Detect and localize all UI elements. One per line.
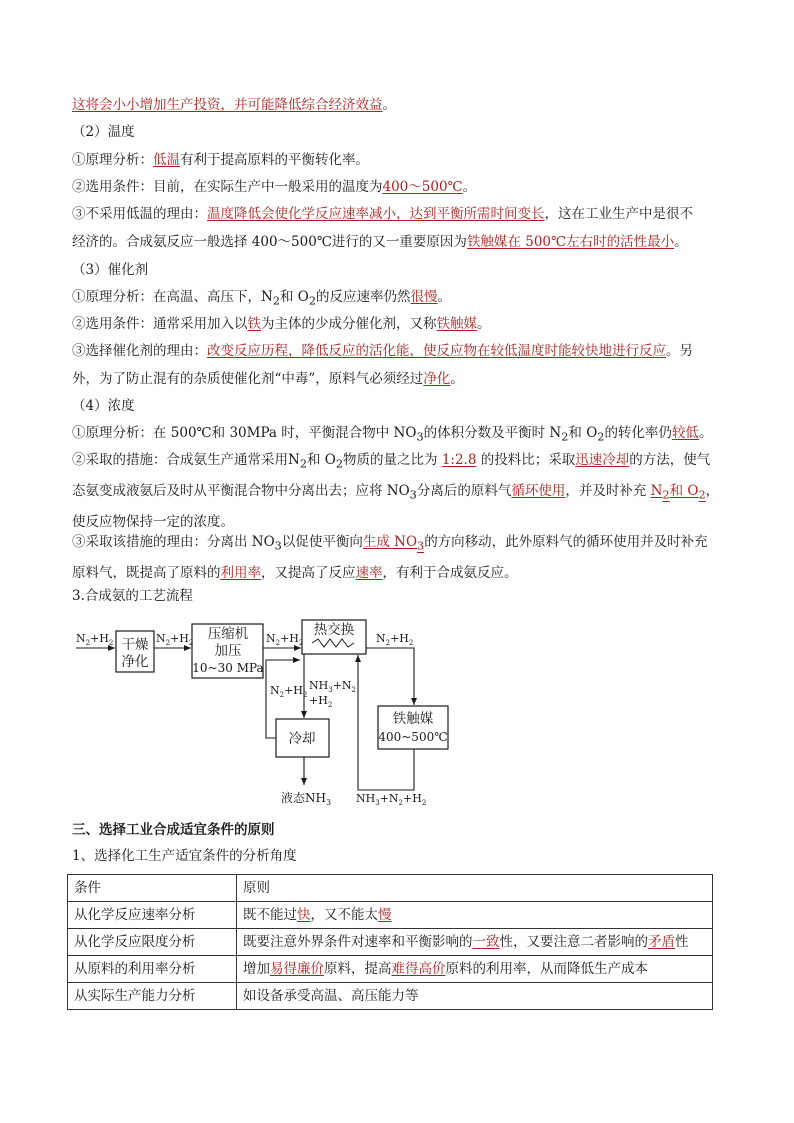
compressor-label-2: 加压 [214, 643, 242, 659]
table-header-cell: 条件 [68, 875, 237, 902]
heat-exchanger-label: 热交换 [313, 622, 355, 638]
principles-heading: 三、选择工业合成适宜条件的原则 [72, 822, 275, 838]
catalyst-reason: ③选择催化剂的理由：改变反应历程，降低反应的活化能，使反应物在较低温度时能较快地进行反应。另 外，为了防止混有的杂质使催化剂“中毒”，原料气必须经过净化。 [72, 343, 693, 387]
table-header-row [68, 875, 713, 902]
catalyst-selection: ②选用条件：通常采用加入以铁为主体的少成分催化剂，又称铁触媒。 [72, 316, 491, 332]
principles-subheading: 1、选择化工生产适宜条件的分析角度 [72, 848, 297, 864]
flow-title: 3.合成氨的工艺流程 [72, 588, 193, 604]
table-cell: 从实际生产能力分析 [68, 983, 237, 1010]
table-row [68, 983, 713, 1010]
feed-label-3: $N_2+H_2$ [266, 632, 304, 647]
table-cell: 既不能过快，又不能太慢 [237, 902, 713, 929]
feed-label-2: $N_2+H_2$ [156, 632, 194, 647]
table-cell: 从化学反应速率分析 [68, 902, 237, 929]
temperature-principle: ①原理分析：低温有利于提高原料的平衡转化率。 [72, 152, 369, 168]
feed-label-4: $N_2+H_2$ [376, 632, 414, 647]
mix-label-2: $+H_2$ [309, 694, 333, 709]
compressor-label-3: 10~30 MPa [192, 661, 264, 675]
table-cell: 从原料的利用率分析 [68, 956, 237, 983]
catalyst-box-label-1: 铁触媒 [392, 711, 434, 727]
outlet-label: $NH_3+N_2+H_2$ [356, 792, 427, 807]
temperature-reason: ③不采用低温的理由：温度降低会使化学反应速率减小，达到平衡所需时间变长，这在工业生产中是很不 经济的。合成氨反应一般选择 400～500℃进行的又一重要原因为铁触媒在 500℃左右时的活性最小。 [72, 206, 693, 250]
intro-line: 这将会小小增加生产投资，并可能降低综合经济效益。 [72, 97, 396, 113]
catalyst-principle: ①原理分析：在高温、高压下，$N_2$和 $O_2$的反应速率仍然很慢。 [72, 289, 452, 308]
table-row [68, 902, 713, 929]
recycle-arrow [266, 660, 300, 738]
exchanger-to-reactor-arrow [366, 648, 414, 705]
table-header-cell: 原则 [237, 875, 713, 902]
dryer-label-1: 干燥 [121, 637, 149, 653]
temperature-heading: （2）温度 [72, 124, 135, 140]
concentration-reason: ③采取该措施的理由：分离出 $NO_3$以促使平衡向生成 $NO_3$的方向移动，此外原料气的循环使用并及时补充 原料气，既提高了原料的利用率，又提高了反应速率，有利于合成氨反应。 [72, 534, 708, 582]
conditions-table [67, 874, 713, 1010]
concentration-measures: ②采取的措施：合成氨生产通常采用$N_2$和 $O_2$物质的量之比为 1:2.8 的投料比；采取迅速冷却的方法，使气 态氨变成液氨后及时从平衡混合物中分离出去；应将 $NO_3$分离后的原料气循环使用，并及时补充 $N_2$和 $O_2$， 使反应物保持一定的浓度。 [72, 452, 720, 531]
cooler-label: 冷却 [288, 731, 316, 747]
table-row [68, 956, 713, 983]
compressor-label-1: 压缩机 [207, 626, 249, 642]
liquid-ammonia-label: 液态$NH_3$ [281, 791, 332, 807]
heat-exchanger-coil [312, 639, 354, 647]
catalyst-heading: （3）催化剂 [72, 262, 149, 278]
table-cell: 如设备承受高温、高压能力等 [237, 983, 713, 1010]
catalyst-box-label-2: 400~500℃ [378, 730, 448, 744]
process-flow-diagram [72, 614, 732, 814]
table-cell: 既要注意外界条件对速率和平衡影响的一致性，又要注意二者影响的矛盾性 [237, 929, 713, 956]
dryer-label-2: 净化 [121, 654, 149, 670]
table-row [68, 929, 713, 956]
temperature-selection: ②选用条件：目前，在实际生产中一般采用的温度为400～500℃。 [72, 179, 477, 195]
table-cell: 增加易得廉价原料，提高难得高价原料的利用率，从而降低生产成本 [237, 956, 713, 983]
table-cell: 从化学反应限度分析 [68, 929, 237, 956]
mix-label-1: $NH_3+N_2$ [309, 679, 356, 694]
recycle-label: $N_2+H_2$ [270, 684, 308, 699]
concentration-principle: ①原理分析：在 500℃和 30MPa 时，平衡混合物中 $NO_3$的体积分数及平衡时 $N_2$和 $O_2$的转化率仍较低。 [72, 425, 713, 444]
feed-label-1: $N_2+H_2$ [76, 632, 114, 647]
concentration-heading: （4）浓度 [72, 398, 135, 414]
